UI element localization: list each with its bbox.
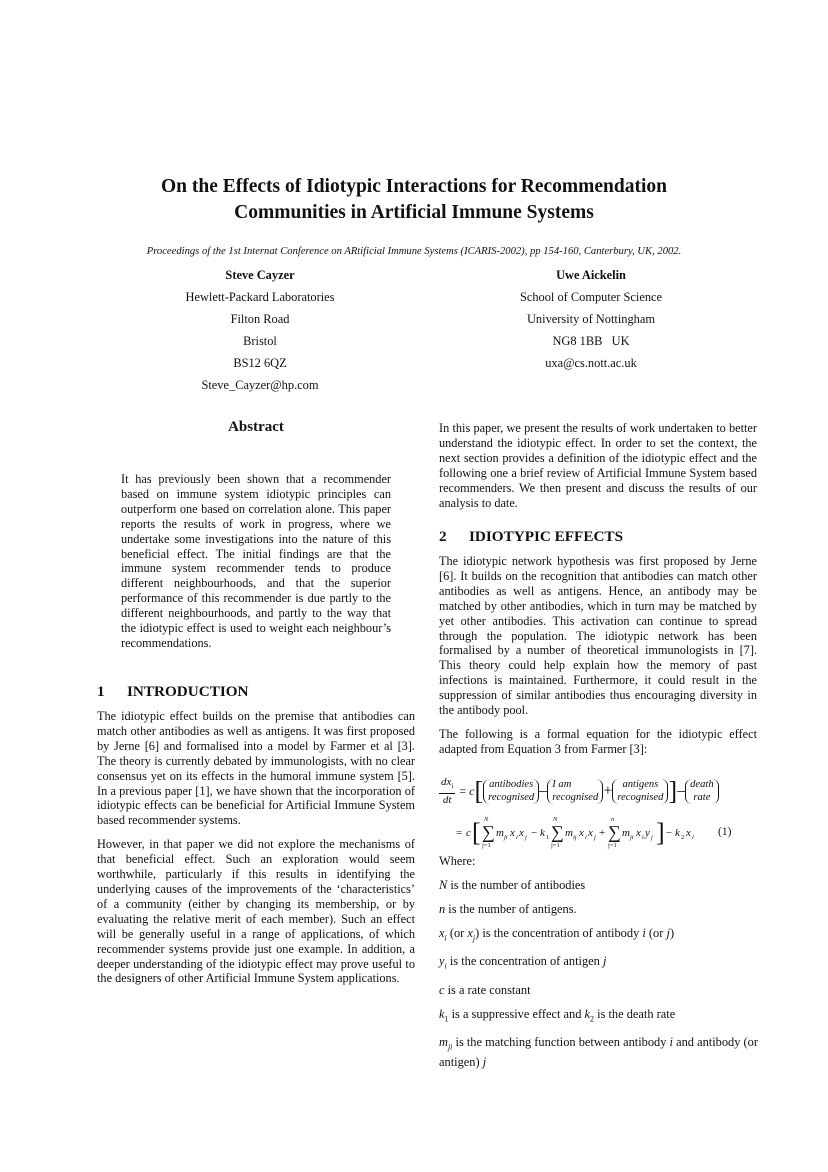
- equals-sign: =: [456, 827, 463, 839]
- svg-text:j: j: [651, 834, 653, 841]
- suppression-k1: k: [540, 827, 545, 839]
- svg-text:x: x: [636, 827, 641, 839]
- author-affiliation: Hewlett-Packard Laboratories: [185, 290, 335, 304]
- svg-text:+: +: [599, 827, 606, 839]
- svg-text:i: i: [692, 834, 694, 841]
- svg-text:x: x: [588, 827, 593, 839]
- section-title: IDIOTYPIC EFFECTS: [469, 528, 624, 545]
- svg-text:ji: ji: [630, 834, 634, 841]
- svg-text:j: j: [594, 834, 596, 841]
- where-item-y: $y_i$ is the concentration of antigen j: [439, 954, 607, 971]
- section-heading-introduction: [97, 683, 249, 701]
- death-k2: k: [675, 827, 680, 839]
- where-item-m: $m_{ji}$ is the matching function between antibody i and antibody (or antigen) j: [439, 1035, 758, 1069]
- author-postcode: NG8 1BB UK: [552, 334, 630, 348]
- svg-text:i: i: [585, 834, 587, 841]
- author-block-2: [476, 264, 706, 374]
- abstract-text: It has previously been shown that a recommender based on immune system idiotypic principles can outperform one based on correlation alone. This paper reports the results of work in progress, where we undertake some investigations into the nature of this beneficial effect. The initial findings are that the immune system recommender tends to produce different neighbourhoods, and that the superior performance of this recommender is due partly to the different neighbourhoods, and partly to the way that the idiotypic effect is used to weight each neighbour’s recommendations.: [121, 472, 391, 650]
- svg-text:n: n: [611, 816, 615, 823]
- svg-text:−: −: [666, 827, 673, 839]
- term-i-am: I am recognised: [547, 779, 603, 804]
- where-item-k: $k_1$ is a suppressive effect and $k_2$ is the death rate: [439, 1006, 676, 1024]
- proceedings-line: Proceedings of the 1st Internat Conference on ARtificial Immune Systems (ICARIS-2002), pp 154-160, Canterbury, UK, 2002.: [146, 246, 682, 257]
- equation-number: (1): [718, 826, 732, 838]
- open-bracket: [: [472, 818, 481, 847]
- svg-text:x: x: [510, 827, 515, 839]
- equation-expanded-svg: [456, 814, 756, 850]
- svg-text:x: x: [686, 827, 691, 839]
- paper-title: [100, 174, 728, 226]
- svg-text:ji: ji: [504, 834, 508, 841]
- equation-line-1: $\frac{dx_i}{dt}$ = c[ antibodies recognised – I am recognised + antigens recognised ]– death rate: [439, 776, 759, 807]
- section-number: 1: [97, 683, 105, 700]
- where-item-N: N is the number of antibodies: [439, 878, 586, 892]
- equation-line-2: [456, 814, 756, 850]
- sum-3: ∑: [608, 822, 621, 842]
- where-label: Where:: [439, 854, 476, 868]
- author-email: Steve_Cayzer@hp.com: [201, 378, 319, 392]
- author-name: Steve Cayzer: [225, 268, 295, 282]
- svg-text:x: x: [579, 827, 584, 839]
- author-address: Filton Road: [230, 312, 290, 326]
- title-line-2: Communities in Artificial Immune Systems: [234, 202, 594, 223]
- svg-text:y: y: [645, 827, 650, 839]
- svg-text:m: m: [622, 827, 630, 839]
- author-university: University of Nottingham: [526, 312, 656, 326]
- title-line-1: On the Effects of Idiotypic Interactions for Recommendation: [160, 176, 668, 197]
- section-heading-idiotypic: [439, 528, 623, 546]
- term-death: death rate: [685, 779, 719, 804]
- paragraph: However, in that paper we did not explore the mechanisms of that beneficial effect. Such an exploration would seem worthwhile, particularly if this results in identifying the underlying causes of the improvements of the ‘characteristics’ of a community (either by changing its membership, or by evaluating the relative merit of each member). Such an effect will be generally useful in a range of applications, of which recommender systems provide just one example. In addition, a deeper understanding of the idiotypic effect may prove useful to the designers of other Artificial Immune System applications.: [97, 837, 415, 986]
- paragraph: The idiotypic network hypothesis was first proposed by Jerne [6]. It builds on the recognition that antibodies can match other antibodies as well as antigens. Hence, an antibody may be matched by other antibodies, which in turn may be matched by yet other antibodies. This activation can continue to spread through the population. The idiotypic network has been formalised by a number of theoretical immunologists in [7]. This theory could help explain how the memory of past infections is maintained. Furthermore, it could result in the suppression of similar antibodies thus encouraging diversity in the antibody pool.: [439, 554, 757, 718]
- svg-text:2: 2: [681, 834, 685, 841]
- svg-text:1: 1: [546, 834, 550, 841]
- section-number: 2: [439, 528, 447, 545]
- author-name: Uwe Aickelin: [556, 268, 626, 282]
- author-postcode: BS12 6QZ: [233, 356, 287, 370]
- abstract-heading: Abstract: [228, 419, 284, 435]
- svg-text:i: i: [642, 834, 644, 841]
- paragraph: The idiotypic effect builds on the premise that antibodies can match other antibodies as well as antigens. It was first proposed by Jerne [6] and formalised into a model by Farmer et al [3]. The theory is currently debated by immunologists, with no clear consensus yet on its effects in the humoral immune system [5]. In a previous paper [1], we have shown that the incorporation of idiotypic effects can be beneficial for Artificial Immune System based recommender systems.: [97, 709, 415, 828]
- author-email: uxa@cs.nott.ac.uk: [545, 356, 637, 370]
- svg-text:j=1: j=1: [608, 842, 617, 849]
- svg-text:x: x: [519, 827, 524, 839]
- sum-1: ∑: [482, 822, 495, 842]
- where-item-n: n is the number of antigens.: [439, 902, 577, 916]
- author-affiliation: School of Computer Science: [519, 290, 663, 304]
- svg-text:ij: ij: [573, 834, 577, 841]
- idiotypic-body: [439, 554, 757, 766]
- svg-text:j=1: j=1: [482, 842, 491, 849]
- section-title: INTRODUCTION: [127, 683, 249, 700]
- close-bracket: ]: [656, 818, 665, 847]
- svg-text:j=1: j=1: [551, 842, 560, 849]
- svg-text:−: −: [531, 827, 538, 839]
- introduction-body: [97, 709, 415, 995]
- where-list: [439, 854, 759, 1079]
- svg-text:N: N: [553, 816, 558, 823]
- term-antibodies: antibodies recognised: [483, 779, 539, 804]
- paragraph: The following is a formal equation for the idiotypic effect adapted from Equation 3 from Farmer [3]:: [439, 726, 757, 756]
- svg-text:m: m: [565, 827, 573, 839]
- svg-text:i: i: [516, 834, 518, 841]
- author-city: Bristol: [243, 334, 277, 348]
- svg-text:N: N: [484, 816, 489, 823]
- where-item-c: c is a rate constant: [439, 982, 531, 997]
- author-block-1: [160, 264, 360, 396]
- term-antigens: antigens recognised: [612, 779, 668, 804]
- sum-2: ∑: [551, 822, 564, 842]
- svg-text:j: j: [525, 834, 527, 841]
- where-item-x: $x_i$ (or $x_j$) is the concentration of antibody i (or j): [439, 926, 675, 943]
- rate-constant-c: c: [466, 827, 471, 839]
- derivative: $\frac{dx_i}{dt}$: [441, 776, 454, 807]
- term-m-ji-x-i-x-j: m: [496, 827, 504, 839]
- intro-continuation: In this paper, we present the results of work undertaken to better understand the idiotypic effect. In order to set the context, the next section provides a definition of the idiotypic effect and the following one a brief review of Artificial Immune System based recommenders. We then present and discuss the results of our analysis to date.: [439, 421, 757, 510]
